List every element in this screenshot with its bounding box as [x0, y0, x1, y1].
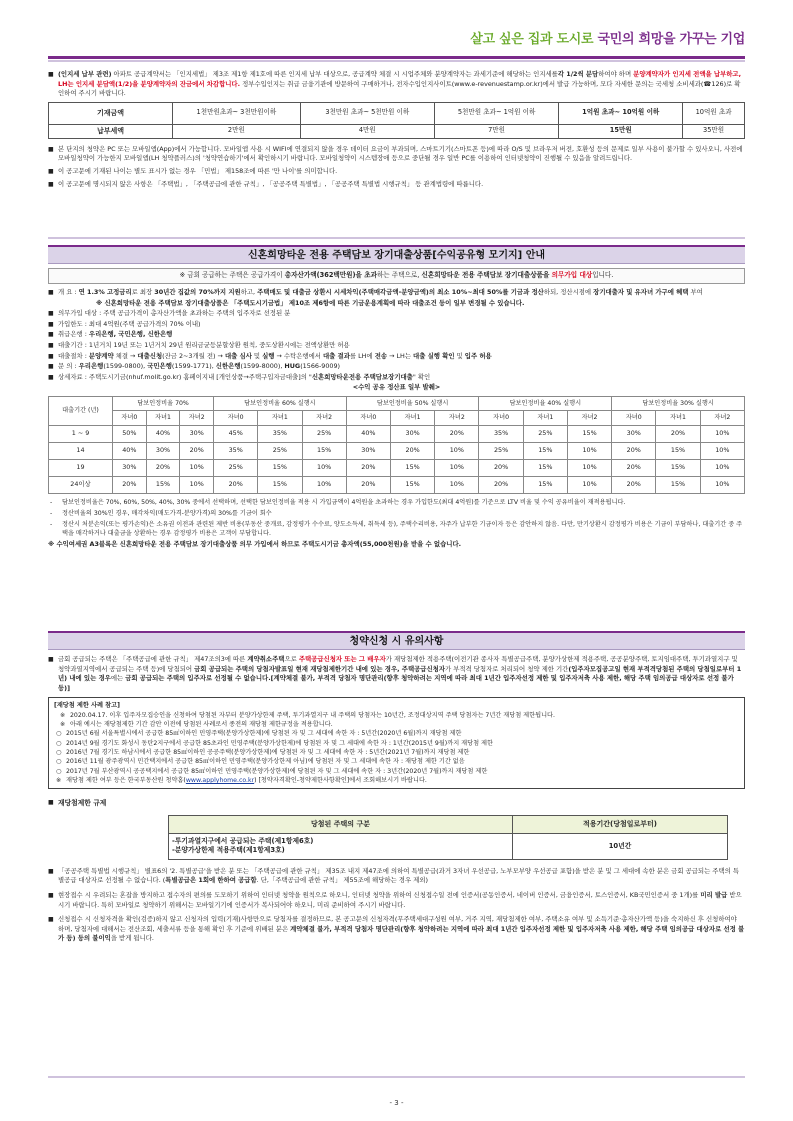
- ratio-value-cell: 30%: [146, 442, 180, 459]
- loan-period: ■ 대출기간 : 1년거치 19년 또는 1년거치 29년 원리금균등분할상환 원칙, 중도상환시에는 전액상환만 허용: [48, 341, 745, 351]
- ratio-value-cell: 20%: [479, 476, 523, 493]
- page-number: - 3 -: [389, 1099, 404, 1107]
- ratio-value-cell: 25%: [302, 425, 346, 442]
- ratio-final-note: ※ 수익여세권 A3블록은 신혼희망타운 전용 주택담보 장기대출상품 의무 가입에서 하므로 주택도시기금 총자액(55,000천원)을 받을 수 없습니다.: [48, 539, 462, 548]
- ratio-value-cell: 25%: [258, 442, 302, 459]
- ratio-value-cell: 40%: [146, 425, 180, 442]
- ratio-value-cell: 50%: [113, 425, 147, 442]
- ratio-value-cell: 15%: [656, 459, 700, 476]
- stamp-tax-paragraph: ■ (인지세 납부 관련) 아파트 공급계약서는 「인지세법」 제3조 제1항 제1호에 따른 인지세 납부 대상으로, 공급계약 체결 시 시업주체와 분양계약자는 과세기준에 해당하는 인지세를각 1/2씩 분담하여야 하며 분양계약자가 인지세 전액을 납부하고, LH는 인지세 분담액(1/2)을 분양계약자의 잔금에서 차감합니다. 정부수입인지는 취급 금융기관에 방문하여 구매하거나, 전자수입인지사이트(www.e-revenuestamp.or.kr)에서 발급 가능하며, 모다 자세한 문의는 국세청 소비세과(☎126)로 확인하여 주시기 바랍니다.: [48, 70, 745, 99]
- loan-procedure: ■ 대출절차 : 분양계약 체결 → 대출신청(잔금 2~3개월 전) → 대출 심사 및 실행 → 수탁은행에서 대출 결과를 LH에 전송 → LH는 대출 실행 확인 및 입주 허용: [48, 352, 745, 362]
- ratio-year-cell: 24이상: [49, 476, 113, 493]
- ratio-value-cell: 45%: [214, 425, 258, 442]
- ratio-table-title: <수익 공유 정산표 일부 발췌>: [352, 383, 441, 392]
- loan-detail-link: ■ 상세자료 : 주택도시기금(nhuf.molit.go.kr) 홈페이지내 [개인상품→주택구입자금대출]의 "신혼희망타운전용 주택담보장기대출" 확인: [48, 373, 745, 383]
- ratio-row: [49, 476, 745, 493]
- ratio-value-cell: 15%: [391, 476, 435, 493]
- ratio-value-cell: 35%: [258, 425, 302, 442]
- ratio-value-cell: 20%: [346, 476, 390, 493]
- ratio-value-cell: 15%: [302, 442, 346, 459]
- ratio-value-cell: 10%: [567, 459, 611, 476]
- ratio-value-cell: 10%: [435, 459, 479, 476]
- loan-contact: ■ 문 의 : 우리은행(1599-0800), 국민은행(1599-1771), 신한은행(1599-8000), HUG(1566-9009): [48, 362, 745, 372]
- ratio-value-cell: 40%: [346, 425, 390, 442]
- ratio-value-cell: 15%: [391, 459, 435, 476]
- footer-rule: [48, 1076, 745, 1078]
- ratio-value-cell: 10%: [302, 476, 346, 493]
- loan-overview-note: ※ 신혼희망타운 전용 주택담보 장기대출상품은 「주택도시기금법」 제10조 제6항에 따른 기금운용계획에 따라 대출조건 등이 일부 변경될 수 있습니다.: [96, 298, 525, 307]
- ratio-value-cell: 35%: [214, 442, 258, 459]
- header-subrule: [48, 60, 745, 62]
- caution-section-title: 청약신청 시 유의사항: [48, 631, 745, 650]
- ratio-value-cell: 20%: [479, 459, 523, 476]
- ratio-value-cell: 10%: [700, 476, 744, 493]
- ratio-value-cell: 15%: [523, 459, 567, 476]
- ratio-value-cell: 10%: [567, 476, 611, 493]
- applyhome-link[interactable]: www.applyhome.co.kr: [185, 776, 255, 784]
- ratio-value-cell: 25%: [479, 442, 523, 459]
- ratio-value-cell: 30%: [391, 425, 435, 442]
- ratio-value-cell: 15%: [258, 476, 302, 493]
- ratio-value-cell: 20%: [391, 442, 435, 459]
- ratio-value-cell: 35%: [479, 425, 523, 442]
- ratio-value-cell: 10%: [435, 476, 479, 493]
- mandatory-loan-notice: ※ 금회 공급하는 주택은 공급가격이 총자산가액(362백만원)을 초과하는 주택으로, 신혼희망타운 전용 주택담보 장기대출상품을 의무가입 대상입니다.: [48, 268, 745, 284]
- restriction-rule-title: ■ 재당첨제한 규제: [48, 798, 745, 808]
- ratio-value-cell: 30%: [180, 425, 214, 442]
- loan-overview: ■ 개 요 : 연 1.3% 고정금리로 최장 30년간 집값의 70%까지 지원하고, 주택매도 및 대출금 상환시 시세차익(주택매각금액-분양금액)의 최소 10%~최대 50%를 기금과 정산하되, 정산시점에 장기대출자 및 유자녀 가구에 혜택 부여: [48, 288, 745, 298]
- ratio-value-cell: 10%: [180, 476, 214, 493]
- ratio-value-cell: 20%: [146, 459, 180, 476]
- ratio-value-cell: 25%: [214, 459, 258, 476]
- ratio-value-cell: 15%: [523, 476, 567, 493]
- ratio-value-cell: 20%: [214, 476, 258, 493]
- ratio-row: [49, 425, 745, 442]
- ratio-value-cell: 15%: [523, 442, 567, 459]
- ratio-row: [49, 459, 745, 476]
- ratio-value-cell: 10%: [302, 459, 346, 476]
- ratio-value-cell: 30%: [612, 425, 656, 442]
- section-divider: [48, 237, 745, 239]
- loan-section-title: 신혼희망타운 전용 주택담보 장기대출상품[수익공유형 모기지] 안내: [48, 245, 745, 264]
- mobile-apply-note: ■ 본 단지의 청약은 PC 또는 모바일앱(App)에서 가능합니다. 모바일앱 사용 시 WIFI에 연결되지 않을 경우 데이터 요금이 부과되며, 스마트기기(스마트폰 등)에 따라 O/S 및 브라우저 버전, 호환성 등의 문제로 일부 사용이 불가할 수 있사오니, 사전에 모바일청약이 가능한지 모바일앱(LH 청약플러스)의 '청약연습하기'에서 확인하시기 바랍니다. 모바일청약이 시스템장애 등으로 중단될 경우 일반 PC를 이용하여 인터넷청약이 진행될 수 있음을 알려드립니다.: [48, 145, 745, 164]
- rewin-example-box: [재당첨 제한 사례 참고] ※ 2020.04.17. 이후 입주자모집승인을 신청하여 당첨된 자부터 분양가상한제 주택, 투기과열지구 내 주택의 당첨자는 10년간, 조정대상지역 주택 당첨자는 7년간 재당첨 제한됩니다. ※ 아래 예시는 재당첨제한 기간 감안 이전에 당첨된 사례로서 종전의 재당첨 제한규정을 적용합니다. ○ 2015년 6월 서울특별시에서 공급한 85㎡이하인 민영주택(분양가상한제)에 당첨된 자 및 그 세대에 속한 자 : 5년간(2020년 6월)까지 재당첨 제한 ○ 2014년 9월 경기도 화성시 동탄2지구에서 공급한 85초과인 민영주택(분양가상한제)에 당첨된 자 및 그 세대에 속한 자 : 1년간(2015년 9월)까지 재당첨 제한 ○ 2016년 7월 경기도 하남시에서 공급한 85㎡이하인 공공주택(분양가상한제)에 당첨된 자 및 그 세대에 속한 자 : 5년간(2021년 7월)까지 재당첨 제한 ○ 2016년 11월 광주광역시 민간택지에서 공급한 85㎡이하인 민영주택(분양가상한제 아님)에 당첨된 자 및 그 세대에 속한 자 : 재당첨 제한 기간 없음 ○ 2017년 7월 부산광역시 공공택지에서 공급한 85㎡이하인 민영주택(분양가상한제)에 당첨된 자 및 그 세대에 속한 자 : 3년간(2020년 7월)까지 재당첨 제한 ※ 재당첨 제한 여부 등은 한국부동산원 청약홈(www.applyhome.co.kr) [청약자격확인-청약제한사항확인]에서 조회해보시기 바랍니다.: [48, 697, 745, 789]
- eligibility-verification-notice: ■ 신청접수 시 신청자격을 확인(검증)하지 않고 신청자의 입력(기재)사항만으로 당첨자를 결정하므로, 본 공고문의 신청자격(무주택세대구성원 여부, 거주 지역, 재당첨제한 여부, 주택소유 여부 및 소득기준·총자산가액 등)을 숙지하신 후 신청하여야 하며, 당첨자에 대해서는 전산조회, 세출서류 등을 통해 확인 후 기준에 위배된 분은 계약체결 불가, 부적격 당첨자 명단관리(향후 청약하려는 지역에 따라 최대 1년간 입주자선정 제한 및 입주자저축 사용 제한, 해당 주택 임의공급 대상자로 선정 불가 등) 등의 불이익을 받게 됩니다.: [48, 915, 745, 944]
- age-note: ■ 이 공고문에 기재된 나이는 별도 표시가 없는 경우 「민법」 제158조에 따른 '만 나이'를 의미합니다.: [48, 167, 745, 177]
- ratio-value-cell: 15%: [656, 442, 700, 459]
- loan-banks: ■ 취급은행 : 우리은행, 국민은행, 신한은행: [48, 330, 745, 340]
- ratio-value-cell: 30%: [346, 442, 390, 459]
- ratio-value-cell: 15%: [656, 476, 700, 493]
- ratio-value-cell: 20%: [656, 425, 700, 442]
- ratio-year-cell: 14: [49, 442, 113, 459]
- ratio-row: [49, 442, 745, 459]
- ratio-value-cell: 30%: [113, 459, 147, 476]
- ratio-value-cell: 10%: [700, 459, 744, 476]
- header-slogan: 살고 싶은 집과 도시로 국민의 희망을 가꾸는 기업: [470, 32, 745, 47]
- ratio-value-cell: 10%: [435, 442, 479, 459]
- ratio-value-cell: 20%: [612, 476, 656, 493]
- ratio-year-cell: 1 ~ 9: [49, 425, 113, 442]
- loan-target: ■ 의무가입 대상 : 주택 공급가격이 총자산가액을 초과하는 주택의 입주자로 선정된 분: [48, 309, 745, 319]
- certificate-notice: ■ 현장접수 시 우려되는 혼잡을 방지하고 접수자의 편의를 도모하기 위하여 인터넷 청약을 원칙으로 하오니, 인터넷 청약을 위하여 신청접수일 전에 인증서(공동인증서, 네이버 인증서, 금융인증서, 토스인증서, KB국민인증서 중 1개)를 미리 발급 받으시기 바랍니다. 특히 모바일로 청약하기 위해서는 모바일기기에 인증서가 복사되어야 하오니, 미리 준비하여 주시기 바랍니다.: [48, 891, 745, 910]
- restriction-table: 당첨된 주택의 구분 적용기간(당첨일로부터) -투기과열지구에서 공급되는 주택(제1항제6호) -분양가상한제 적용주택(제1항제3호) 10년간: [168, 815, 728, 860]
- loan-limit: ■ 가입한도 : 최대 4억원(주택 공급가격의 70% 이내): [48, 320, 745, 330]
- rewin-restriction-paragraph: ■ 금회 공급되는 주택은 「주택공급에 관한 규칙」 제47조의3에 따른 계약취소주택으로 주택공급신청자 또는 그 배우자가 재당첨제한 적용주택(이전기관 종사자 특별공급주택, 분양가상한제 적용주택, 공공분양주택, 토지임대주택, 투기과열지구 및 청약과열지역에서 공급되는 주택 등)에 당첨되어 금회 공급되는 주택의 당첨자발표일 현재 재당첨제한기간 내에 있는 경우, 주택공급신청자가 부적격 당첨자로 처리되어 청약 제한 기간(입주자모집공고일 현재 부적격당첨된 주택의 당첨일로부터 1년) 내에 있는 경우에는 금회 공급되는 주택의 입주자로 선정될 수 없습니다.[계약체결 불가, 부적격 당첨자 명단관리(향후 청약하려는 지역에 따라 최대 1년간 입주자선정 제한 및 입주자저축 사용 제한, 해당 주택 임의공급 대상자로 선정 불가 등)]: [48, 655, 745, 693]
- ratio-value-cell: 20%: [612, 459, 656, 476]
- stamp-tax-table: 기재금액 1천만원초과~ 3천만원이하 3천만원 초과~ 5천만원 이하 5천만원 초과~ 1억원 이하 1억원 초과~ 10억원 이하 10억원 초과 납부세액 2만원 4만원 7만원 15만원 35만원: [48, 102, 745, 139]
- ratio-value-cell: 20%: [113, 476, 147, 493]
- ratio-value-cell: 20%: [180, 442, 214, 459]
- ratio-value-cell: 20%: [435, 425, 479, 442]
- special-supply-limit: ■ 「공공주택 특별법 시행규칙」 별표6의 '2. 특별공급'을 받은 분 또는 「주택공급에 관한 규칙」 제35조 내지 제47조에 의하여 특별공급(과거 3자녀 우선공급, 노부모부양 우선공급 포함)을 받은 분 및 그 세대에 속한 분은 금회 공급되는 주택의 특별공급 대상자로 선정될 수 없습니다. (특별공급은 1회에 한하여 공급함. 단,「주택공급에 관한 규칙」 제55조에 해당하는 경우 제외): [48, 867, 745, 886]
- ratio-value-cell: 20%: [346, 459, 390, 476]
- ratio-value-cell: 15%: [258, 459, 302, 476]
- ratio-year-cell: 19: [49, 459, 113, 476]
- ratio-value-cell: 15%: [567, 425, 611, 442]
- law-note: ■ 이 공고문에 명시되지 않은 사항은 「주택법」, 「주택공급에 관한 규칙」, 「공공주택 특별법」, 「공공주택 특별법 시행규칙」 등 관계법령에 따릅니다.: [48, 180, 745, 190]
- ratio-value-cell: 10%: [567, 442, 611, 459]
- profit-share-table: 대출기간 (년) 담보인정비율 70% 담보인정비율 60% 실행시 담보인정비율 50% 실행시 담보인정비율 40% 실행시 담보인정비율 30% 실행시 자녀0 자녀1 자녀2 자녀0 자녀1 자녀2 자녀0 자녀1 자녀2 자녀0 자녀1 자녀2 자녀0 자녀1 자녀2 1 ~ 9 50% 40% 30% 45% 35% 25% 40% 30% 20% 35% 25% 15% 30% 20% 10% 14 40% 30% 20% 35% 25% 15% 30% 20% 10% 25% 15% 10% 20% 15% 10% 19 30% 20% 10% 25% 15% 10% 20% 15% 10% 20% 15% 10% 20% 15% 10% 24이상 20% 15% 10% 20% 15% 10% 20% 15% 10% 20% 15% 10% 20% 15% 10%: [48, 396, 745, 494]
- ratio-value-cell: 25%: [523, 425, 567, 442]
- ratio-notes: - 담보인정비율은 70%, 60%, 50%, 40%, 30% 중에서 선택하며, 선택한 담보인정비율 적용 시 가입금액이 4억원을 초과하는 경우 가입한도(최대 4억원)를 기준으로 LTV 비율 및 수익 공유비율이 재적용됩니다. - 정산비율의 30%인 경우, 매각차익(매도가격-분양가격)의 30%를 기금이 회수 - 정산시 처분손익(또는 평가손익)은 소유권 이전과 관련된 제반 비용(부동산 중개료, 감정평가 수수료, 양도소득세, 취득세 등), 주택수리비용, 자주가 납부한 기금이자 등은 감안하지 않음. 다만, 만기상환시 감정평가 비용은 기금이 부담하나, 대출기간 중 주택을 매각하거나 대출금을 상환하는 경우 감정평가 비용은 고객이 부담합니다.: [48, 498, 745, 539]
- header-rule: [48, 56, 745, 59]
- ratio-value-cell: 40%: [113, 442, 147, 459]
- ratio-value-cell: 20%: [612, 442, 656, 459]
- ratio-value-cell: 15%: [146, 476, 180, 493]
- ratio-value-cell: 10%: [700, 442, 744, 459]
- ratio-value-cell: 10%: [180, 459, 214, 476]
- ratio-value-cell: 10%: [700, 425, 744, 442]
